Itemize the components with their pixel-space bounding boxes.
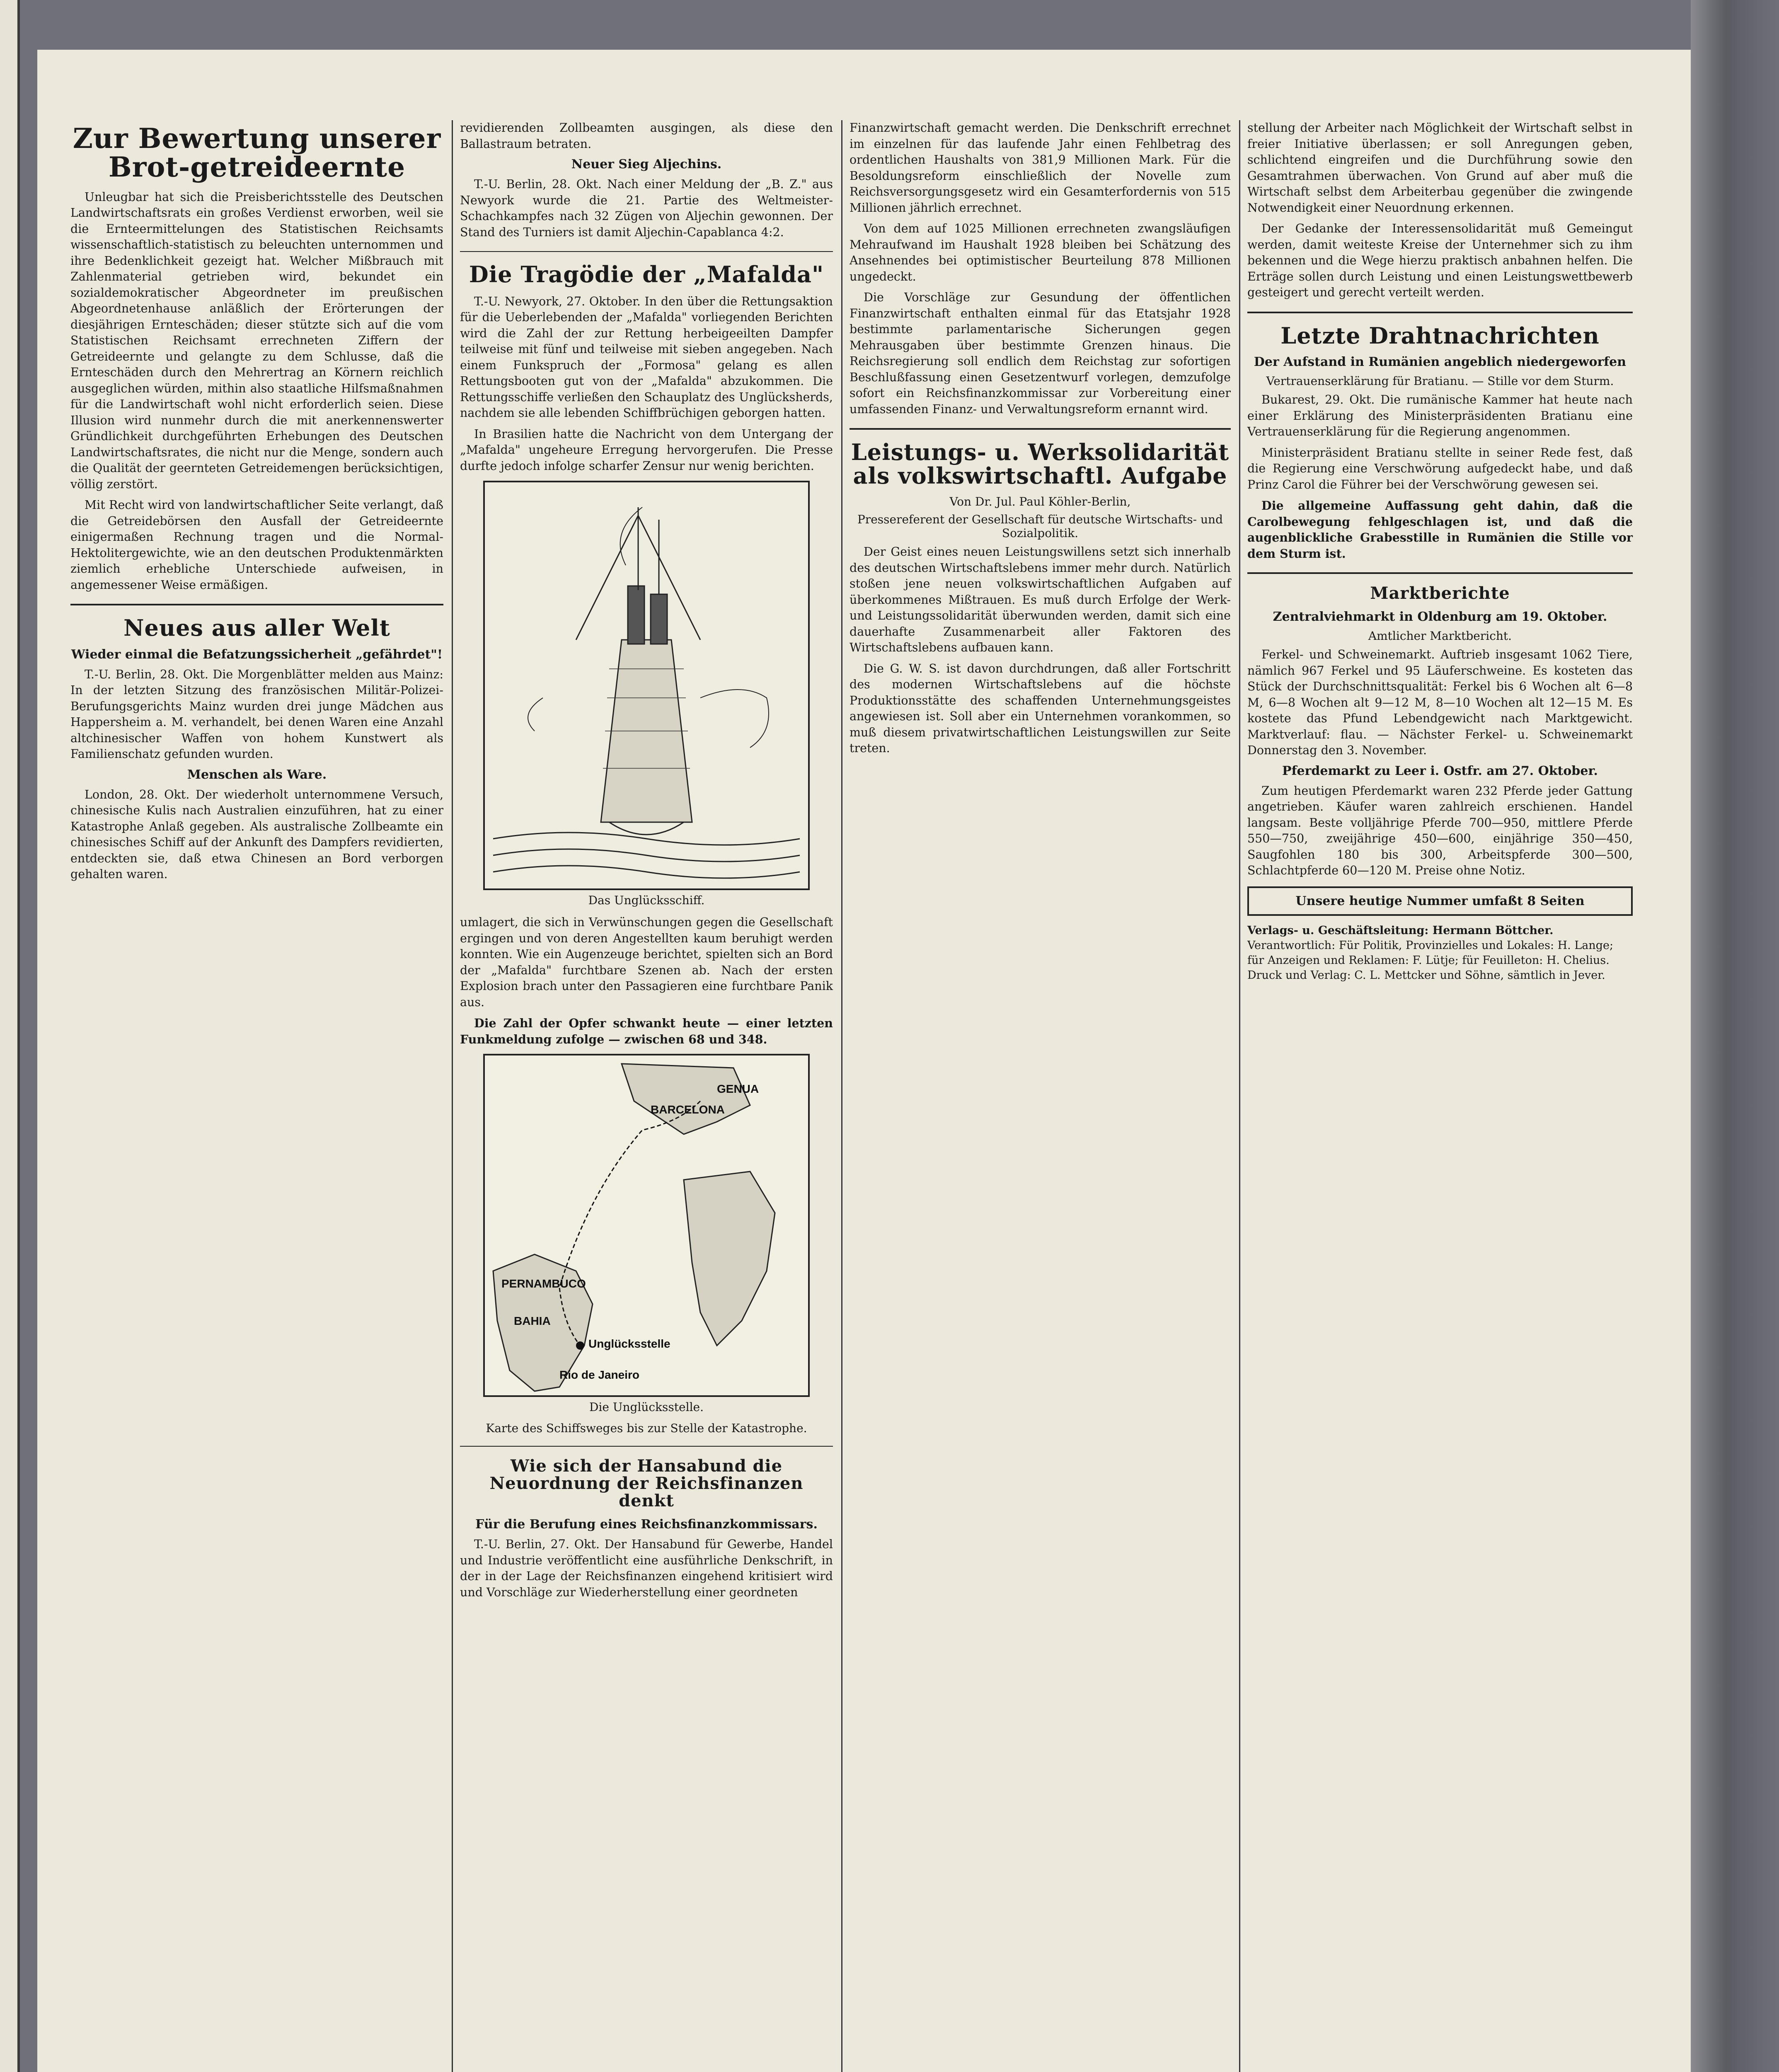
article-paragraph: T.-U. Berlin, 28. Okt. Nach einer Meldung der „B. Z." aus Newyork wurde die 21. Partie des Weltmeister-Schachkampfes nach 32 Zügen von Aljechin gewonnen. Der Stand des Turniers ist damit Aljechin-Capablanca 4:2. (460, 177, 833, 239)
section-divider (1247, 572, 1633, 574)
article-byline: Vertrauenserklärung für Bratianu. — Stille vor dem Sturm. (1266, 374, 1614, 388)
article-byline: Von Dr. Jul. Paul Köhler-Berlin, (949, 495, 1131, 509)
article-paragraph: Die Vorschläge zur Gesundung der öffentlichen Finanzwirtschaft enthalten einmal für das Etatsjahr 1928 bestimmte parlamentarische Sicherungen gegen Mehrausgaben über bestimmte Grenzen hinaus. Die Reichsregierung soll endlich dem Reichstag zur sofortigen Beschlußfassung einen Gesetzentwurf vorlegen, demzufolge sofort ein Reichsfinanzkommissar zur Vorbereitung einer umfassenden Finanz- und Verwaltungsreform ernannt wird. (850, 290, 1231, 416)
article-subheadline: Für die Berufung eines Reichsfinanzkommissars. (475, 1517, 818, 1532)
column-rule (1239, 120, 1240, 2072)
previous-page-edge (0, 0, 20, 2072)
section-divider (70, 604, 443, 605)
page-count-notice: Unsere heutige Nummer umfaßt 8 Seiten (1247, 886, 1633, 916)
section-divider (460, 1446, 833, 1447)
article-subheadline: Neuer Sieg Aljechins. (571, 157, 722, 172)
ship-drawing (485, 482, 808, 888)
article-paragraph: revidierenden Zollbeamten ausgingen, als diese den Ballastraum betraten. (460, 121, 833, 151)
map-label-genua: GENUA (717, 1082, 759, 1096)
ship-illustration (483, 481, 810, 890)
article-headline: Wie sich der Hansabund die Neuordnung der Reichsfinanzen denkt (489, 1456, 804, 1511)
article-paragraph: Ferkel- und Schweinemarkt. Auftrieb insgesamt 1062 Tiere, nämlich 967 Ferkel und 95 Läuferschweine. Es kosteten das Stück der Durchschnittsqualität: Ferkel bis 6 Wochen alt 6—8 M, 6—8 Wochen alt 9—12 M, 8—10 Wochen alt 12—15 M. Es kostete das Pfund Lebendgewicht nach Marktgewicht. Marktverlauf: flau. — Nächster Ferkel- u. Schweinemarkt Donnerstag den 3. November. (1247, 648, 1633, 758)
newspaper-page (37, 50, 1691, 2072)
article-byline: Pressereferent der Gesellschaft für deutsche Wirtschafts- und Sozialpolitik. (857, 513, 1223, 540)
article-subheadline: Zentralviehmarkt in Oldenburg am 19. Oktober. (1273, 610, 1607, 625)
figure-caption: Das Unglücksschiff. (588, 893, 705, 908)
binding-edge (1691, 0, 1779, 2072)
article-paragraph: Ministerpräsident Bratianu stellte in seiner Rede fest, daß die Regierung eine Verschwörung aufgedeckt habe, und daß Prinz Carol die Führer bei der Verschwörung gewesen sei. (1247, 445, 1633, 491)
article-paragraph: umlagert, die sich in Verwünschungen gegen die Gesellschaft ergingen und von deren Angestellten kaum beruhigt werden konnten. Wie ein Augenzeuge berichtet, spielten sich an Bord der „Mafalda" furchtbare Szenen ab. Nach der ersten Explosion brach unter den Passagieren eine furchtbare Panik aus. (460, 915, 833, 1009)
map-label-rio: Rio de Janeiro (559, 1368, 639, 1382)
section-headline: Neues aus aller Welt (123, 615, 390, 641)
article-byline: Amtlicher Marktbericht. (1368, 629, 1512, 643)
article-paragraph: Bukarest, 29. Okt. Die rumänische Kammer hat heute nach einer Erklärung des Ministerpräsidenten Bratianu eine Vertrauenserklärung für die Regierung angenommen. (1247, 393, 1633, 439)
article-paragraph: T.-U. Newyork, 27. Oktober. In den über die Rettungsaktion für die Ueberlebenden der „Mafalda" vorliegenden Berichten wird die Zahl der zur Rettung herbeigeeilten Dampfer teilweise mit fünf und teilweise mit sieben angegeben. Nach einem Funkspruch der „Formosa" gelang es allen Rettungsbooten gut von der „Mafalda" abzukommen. Die Rettungsschiffe verließen den Schauplatz des Unglücksherds, nachdem sie alle lebenden Schiffbrüchigen geborgen hatten. (460, 294, 833, 420)
section-divider (460, 251, 833, 252)
article-paragraph: In Brasilien hatte die Nachricht von dem Untergang der „Mafalda" ungeheure Erregung hervorgerufen. Die Presse durfte jedoch infolge scharfer Zensur nur wenig berichten. (460, 427, 833, 473)
column-rule (841, 120, 842, 2072)
map-label-unglueck: Unglücksstelle (588, 1337, 670, 1351)
article-paragraph: Die Zahl der Opfer schwankt heute — einer letzten Funkmeldung zufolge — zwischen 68 und 348. (460, 1016, 833, 1046)
article-subheadline: Pferdemarkt zu Leer i. Ostfr. am 27. Oktober. (1282, 763, 1598, 778)
map-label-bahia: BAHIA (514, 1314, 551, 1328)
map-label-pernambuco: PERNAMBUCO (501, 1277, 586, 1290)
map-label-barcelona: BARCELONA (651, 1103, 725, 1116)
column-3 (850, 120, 1231, 762)
article-headline: Zur Bewertung unserer Brot-getreideernte (73, 122, 441, 184)
article-paragraph: T.-U. Berlin, 28. Okt. Die Morgenblätter melden aus Mainz: In der letzten Sitzung des französischen Militär-Polizei-Berufungsgerichts Mainz wurden drei junge Mädchen aus Happersheim a. M. verhandelt, bei denen Waren eine Anzahl altchinesischer Waffen von hohem Kunstwert als Familienschatz gefunden wurden. (70, 667, 443, 761)
article-paragraph: Die allgemeine Auffassung geht dahin, daß die Carolbewegung fehlgeschlagen ist, und daß die augenblickliche Grabesstille in Rumänien die Stille vor dem Sturm ist. (1247, 499, 1633, 561)
imprint-editors: Verantwortlich: Für Politik, Provinzielles und Lokales: H. Lange; für Anzeigen und Reklamen: F. Lütje; für Feuilleton: H. Chelius. Druck und Verlag: C. L. Mettcker und Söhne, sämtlich in Jever. (1247, 939, 1614, 982)
article-headline: Die Tragödie der „Mafalda" (469, 261, 824, 288)
section-divider (1247, 312, 1633, 313)
imprint-publisher: Verlags- u. Geschäftsleitung: Hermann Böttcher. (1247, 924, 1554, 937)
map-drawing (485, 1055, 808, 1395)
imprint (1247, 923, 1633, 983)
article-paragraph: stellung der Arbeiter nach Möglichkeit der Wirtschaft selbst in freier Initiative überlassen; er soll Anregungen geben, schlichtend eingreifen und die Durchführung sowie den Gesamtrahmen überwachen. Von Grund auf aber muß die Wirtschaft selbst dem Arbeiterbau gegenüber die zwingende Notwendigkeit einer Neuordnung erkennen. (1247, 121, 1633, 215)
route-map (483, 1054, 810, 1397)
article-paragraph: Mit Recht wird von landwirtschaftlicher Seite verlangt, daß die Getreidebörsen den Ausfall der Getreideernte einigermaßen Rechnung tragen und die Normal-Hektolitergewichte, wie an den deutschen Produktenmärkten ziemlich erhebliche Unterschiede aufweisen, in angemessener Weise ermäßigen. (70, 498, 443, 592)
column-rule (452, 120, 453, 2072)
article-paragraph: Zum heutigen Pferdemarkt waren 232 Pferde jeder Gattung angetrieben. Käufer waren zahlreich erschienen. Handel langsam. Beste volljährige Pferde 700—950, mittlere Pferde 550—750, zweijährige 450—600, einjährige 350—450, Saugfohlen 180 bis 300, Arbeitspferde 300—500, Schlachtpferde 60—120 M. Preise ohne Notiz. (1247, 784, 1633, 878)
column-2 (460, 120, 833, 1605)
article-headline: Leistungs- u. Werksolidarität als volkswirtschaftl. Aufgabe (851, 439, 1230, 489)
article-subheadline: Der Aufstand in Rumänien angeblich niedergeworfen (1254, 355, 1627, 370)
article-paragraph: Von dem auf 1025 Millionen errechneten zwangsläufigen Mehraufwand im Haushalt 1928 bleiben bei Schätzung des Ansehnendes bei optimistischer Beurteilung 878 Millionen ungedeckt. (850, 222, 1231, 283)
column-4 (1247, 120, 1633, 983)
article-paragraph: Unleugbar hat sich die Preisberichtsstelle des Deutschen Landwirtschaftsrats ein großes Verdienst erworben, weil sie die Ernteermittelungen des Statistischen Reichsamts wissenschaftlich-statistisch zu beleuchten unternommen und ihre Bedenklichkeit gezeigt hat. Welcher Mißbrauch mit Zahlenmaterial getrieben wird, bekundet ein sozialdemokratischer Abgeordneter im preußischen Abgeordnetenhause anläßlich der Erörterungen der diesjährigen Ernteschäden; dieser stützte sich auf die vom Statistischen Reichsamt errechneten Ziffern der Getreideernte und gelangte zu dem Schlusse, daß die Ernteschäden durch den Mehrertrag an Körnern reichlich ausgeglichen würden, mithin also staatliche Hilfsmaßnahmen für die Landwirtschaft wohl nicht erforderlich seien. Diese Illusion wird nunmehr durch die mit anerkennenswerter Gründlichkeit durchgeführten Erhebungen des Deutschen Landwirtschaftsrates, die nicht nur die Menge, sondern auch die Qualität der geernteten Getreidemengen berücksichtigen, völlig zerstört. (70, 190, 443, 491)
section-headline: Letzte Drahtnachrichten (1280, 322, 1600, 349)
article-subheadline: Menschen als Ware. (187, 767, 327, 782)
section-divider (850, 428, 1231, 430)
column-1 (70, 120, 443, 888)
article-paragraph: London, 28. Okt. Der wiederholt unternommene Versuch, chinesische Kulis nach Australien einzuführen, hat zu einer Katastrophe Anlaß gegeben. Als australische Zollbeamte ein chinesisches Schiff auf der Ankunft des Dampfers revidierten, entdeckten sie, daß etwa Chinesen an Bord verborgen gehalten waren. (70, 787, 443, 881)
article-paragraph: Finanzwirtschaft gemacht werden. Die Denkschrift errechnet im einzelnen für das laufende Jahr einen Fehlbetrag des ordentlichen Haushalts von 381,9 Millionen Mark. Für die Besoldungsreform einschließlich der Novelle zum Reichsversorgungsgesetz wird ein Gesamterfordernis von 515 Millionen jährlich errechnet. (850, 121, 1231, 215)
figure-caption: Karte des Schiffsweges bis zur Stelle der Katastrophe. (486, 1421, 807, 1435)
article-paragraph: Der Geist eines neuen Leistungswillens setzt sich innerhalb des deutschen Wirtschaftslebens immer mehr durch. Natürlich stoßen jene neuen volkswirtschaftlichen Aufgaben auf überkommenes Mißtrauen. Es muß durch Erfolge der Werk- und Leistungssolidarität überwunden werden, damit sich eine dauerhafte Zusammenarbeit aller Faktoren des Wirtschaftslebens aufbauen kann. (850, 545, 1231, 655)
section-headline: Marktberichte (1370, 583, 1510, 603)
article-paragraph: Die G. W. S. ist davon durchdrungen, daß aller Fortschritt des modernen Wirtschaftslebens auf die höchste Produktionsstätte des schaffenden Unternehmungsgeistes angewiesen ist. Soll aber ein Unternehmen vorankommen, so muß diesem privatwirtschaftlichen Leistungswillen zur Seite treten. (850, 661, 1231, 755)
article-paragraph: T.-U. Berlin, 27. Okt. Der Hansabund für Gewerbe, Handel und Industrie veröffentlicht eine ausführliche Denkschrift, in der in der Lage der Reichsfinanzen eingehend kritisiert wird und Vorschläge zur Wiederherstellung einer geordneten (460, 1537, 833, 1599)
article-subheadline: Wieder einmal die Befatzungssicherheit „gefährdet"! (71, 647, 443, 662)
article-paragraph: Der Gedanke der Interessensolidarität muß Gemeingut werden, damit weiteste Kreise der Unternehmer sich zu ihm bekennen und die Wege hierzu praktisch anbahnen helfen. Die Erträge sollen durch Leistung und einen Leistungswettbewerb gesteigert und gerecht verteilt werden. (1247, 222, 1633, 299)
figure-caption: Die Unglücksstelle. (589, 1400, 704, 1414)
